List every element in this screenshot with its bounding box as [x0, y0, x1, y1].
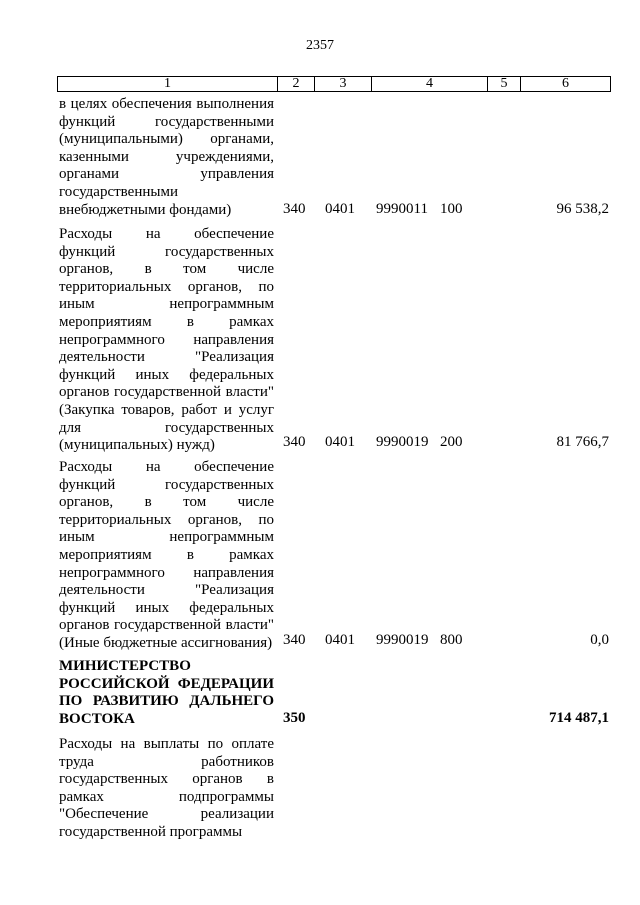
row-2-col3: 0401 — [325, 434, 355, 450]
row-1-col3: 0401 — [325, 201, 355, 217]
row-1-description: в целях обеспечения выполнения функций государственными (муниципальными) органами, казенными учреждениями, органами управления государственными внебюджетными фондами) — [59, 96, 274, 218]
row-1-col4: 9990011 — [376, 201, 428, 217]
ministry-heading: МИНИСТЕРСТВО РОССИЙСКОЙ ФЕДЕРАЦИИ ПО РАЗВИТИЮ ДАЛЬНЕГО ВОСТОКА — [59, 658, 274, 727]
row-4-col6: 714 487,1 — [549, 710, 609, 726]
row-3-col6: 0,0 — [590, 632, 609, 648]
header-col-2: 2 — [278, 77, 315, 91]
table-header — [57, 76, 611, 92]
row-2-col2: 340 — [283, 434, 306, 450]
header-col-6: 6 — [562, 76, 569, 91]
row-1-col6: 96 538,2 — [556, 201, 609, 217]
row-2-description: Расходы на обеспечение функций государственных органов, в том числе территориальных органов, по иным непрограммным мероприятиям в рамках непрограммного направления деятельности "Реализация функций иных федеральных органов государственной власти" (Закупка товаров, работ и услуг для государственных (муниципальных) нужд) — [59, 226, 274, 454]
row-1-col2: 340 — [283, 201, 306, 217]
row-1-col5: 100 — [440, 201, 463, 217]
header-col-3: 3 — [315, 77, 372, 91]
header-col-1: 1 — [58, 77, 278, 91]
row-2-col4: 9990019 — [376, 434, 429, 450]
row-2-col5: 200 — [440, 434, 463, 450]
header-col-4: 4 — [372, 77, 488, 91]
row-3-col3: 0401 — [325, 632, 355, 648]
row-4-col2: 350 — [283, 710, 306, 726]
row-5-description: Расходы на выплаты по оплате труда работников государственных органов в рамках подпрограммы "Обеспечение реализации государственной программы — [59, 736, 274, 840]
row-3-col4: 9990019 — [376, 632, 429, 648]
row-3-description: Расходы на обеспечение функций государственных органов, в том числе территориальных органов, по иным непрограммным мероприятиям в рамках непрограммного направления деятельности "Реализация функций иных федеральных органов государственной власти" (Иные бюджетные ассигнования) — [59, 459, 274, 651]
page-number: 2357 — [306, 38, 334, 53]
row-3-col5: 800 — [440, 632, 463, 648]
header-col-5: 5 — [488, 77, 521, 91]
row-2-col6: 81 766,7 — [556, 434, 609, 450]
row-3-col2: 340 — [283, 632, 306, 648]
